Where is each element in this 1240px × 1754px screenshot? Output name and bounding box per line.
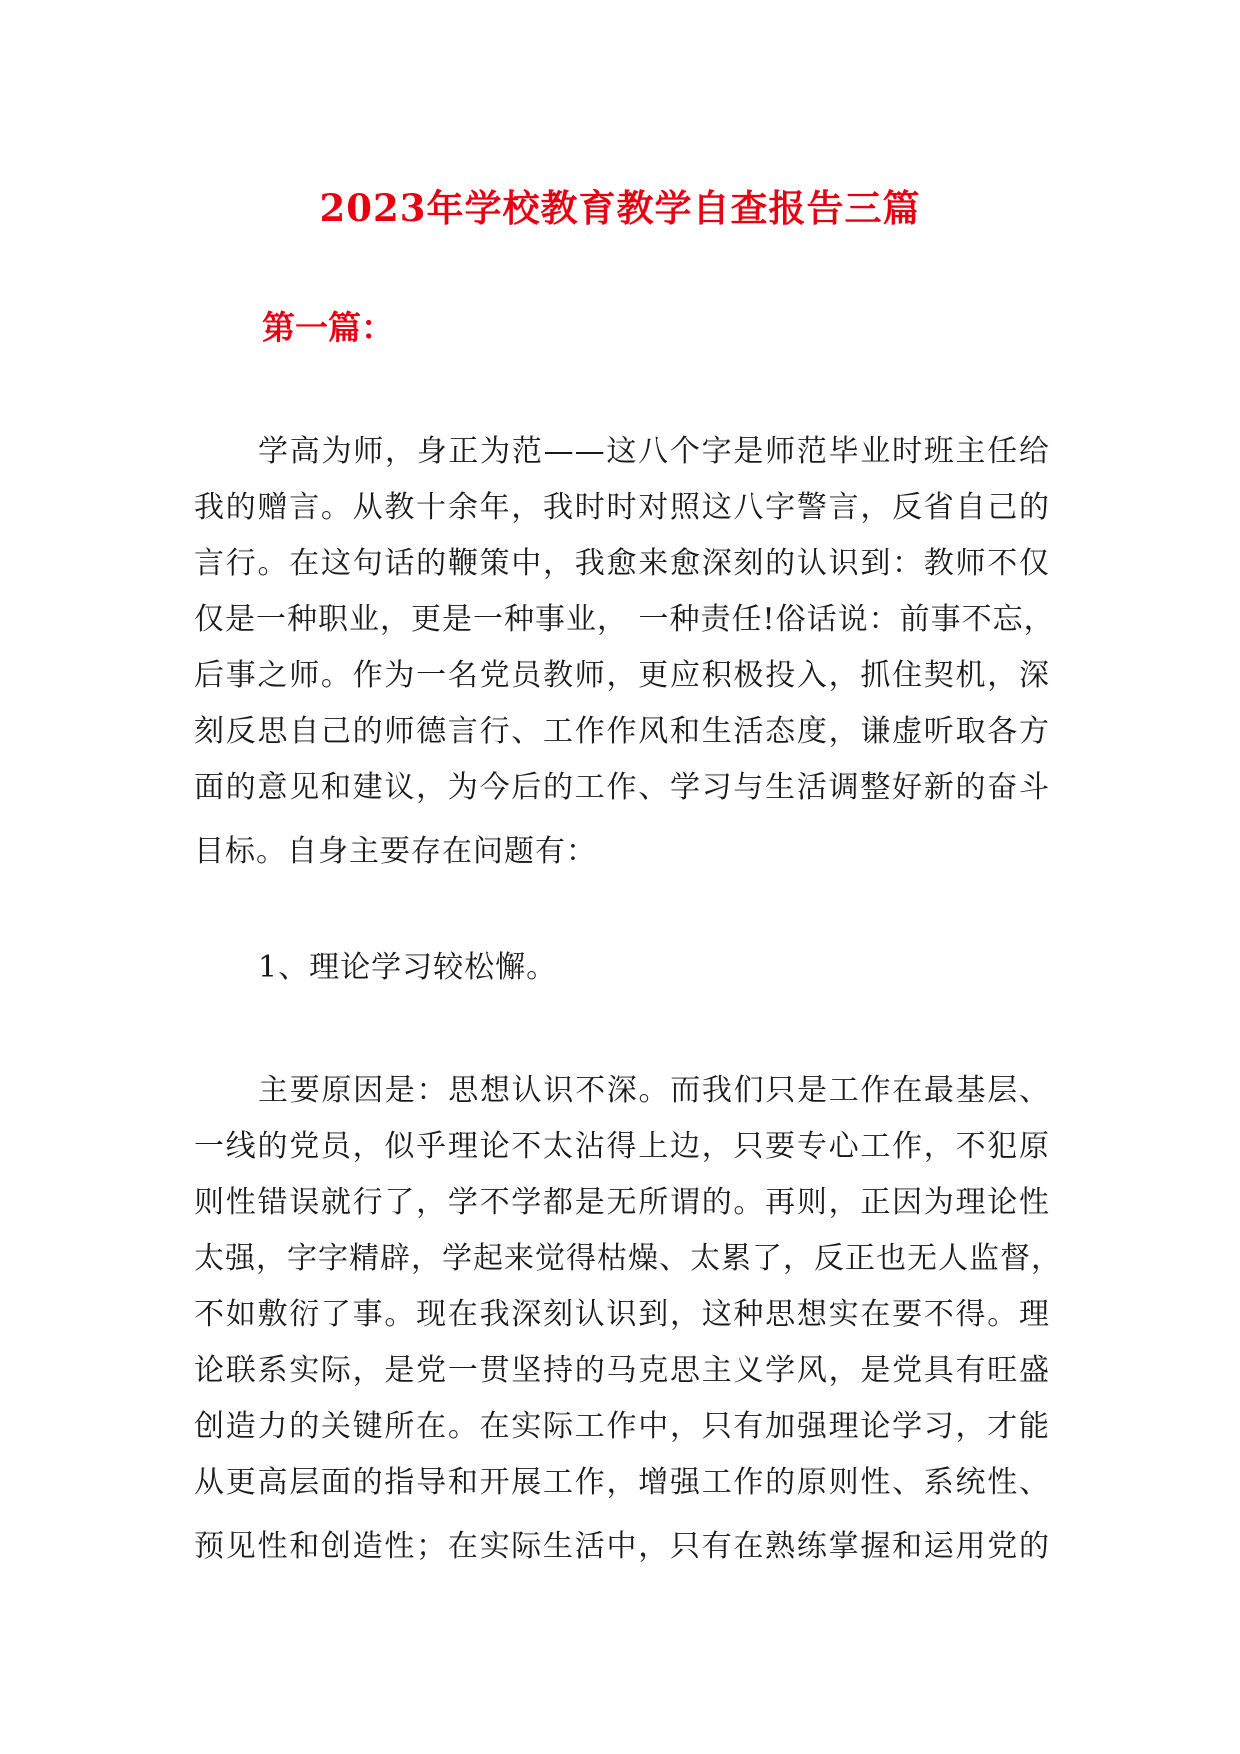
paragraph-line: 刻反思自己的师德言行、工作作风和生活态度，谦虚听取各方 <box>194 714 1050 749</box>
document-title: 2023年学校教育教学自查报告三篇 <box>319 186 921 230</box>
paragraph-line: 目标。自身主要存在问题有： <box>194 834 597 869</box>
paragraph-line: 面的意见和建议，为今后的工作、学习与生活调整好新的奋斗 <box>194 770 1050 805</box>
paragraph-line: 学高为师，身正为范——这八个字是师范毕业时班主任给 <box>258 434 1050 469</box>
paragraph-line: 太强，字字精辟，学起来觉得枯燥、太累了，反正也无人监督， <box>194 1241 1062 1276</box>
paragraph-line: 仅是一种职业，更是一种事业， 一种责任!俗话说：前事不忘， <box>194 602 1055 637</box>
paragraph-line: 后事之师。作为一名党员教师，更应积极投入，抓住契机，深 <box>194 658 1050 693</box>
paragraph-line: 论联系实际，是党一贯坚持的马克思主义学风，是党具有旺盛 <box>194 1353 1050 1388</box>
paragraph-intro <box>194 424 1055 880</box>
paragraph-line: 言行。在这句话的鞭策中，我愈来愈深刻的认识到：教师不仅 <box>194 546 1050 581</box>
paragraph-main-reason <box>194 1063 1062 1575</box>
paragraph-line: 预见性和创造性；在实际生活中，只有在熟练掌握和运用党的 <box>194 1529 1050 1564</box>
paragraph-line: 不如敷衍了事。现在我深刻认识到，这种思想实在要不得。理 <box>194 1297 1050 1332</box>
paragraph-line: 主要原因是：思想认识不深。而我们只是工作在最基层、 <box>258 1073 1050 1108</box>
paragraph-line: 创造力的关键所在。在实际工作中，只有加强理论学习，才能 <box>194 1409 1050 1444</box>
paragraph-line: 则性错误就行了，学不学都是无所谓的。再则，正因为理论性 <box>194 1185 1050 1220</box>
list-item-theory-study: 1、理论学习较松懈。 <box>258 950 558 985</box>
paragraph-line: 一线的党员，似乎理论不太沾得上边，只要专心工作，不犯原 <box>194 1129 1050 1164</box>
paragraph-line: 我的赠言。从教十余年，我时时对照这八字警言，反省自己的 <box>194 490 1050 525</box>
paragraph-line: 从更高层面的指导和开展工作，增强工作的原则性、系统性、 <box>194 1465 1050 1500</box>
section-heading-part-one: 第一篇： <box>262 308 394 347</box>
